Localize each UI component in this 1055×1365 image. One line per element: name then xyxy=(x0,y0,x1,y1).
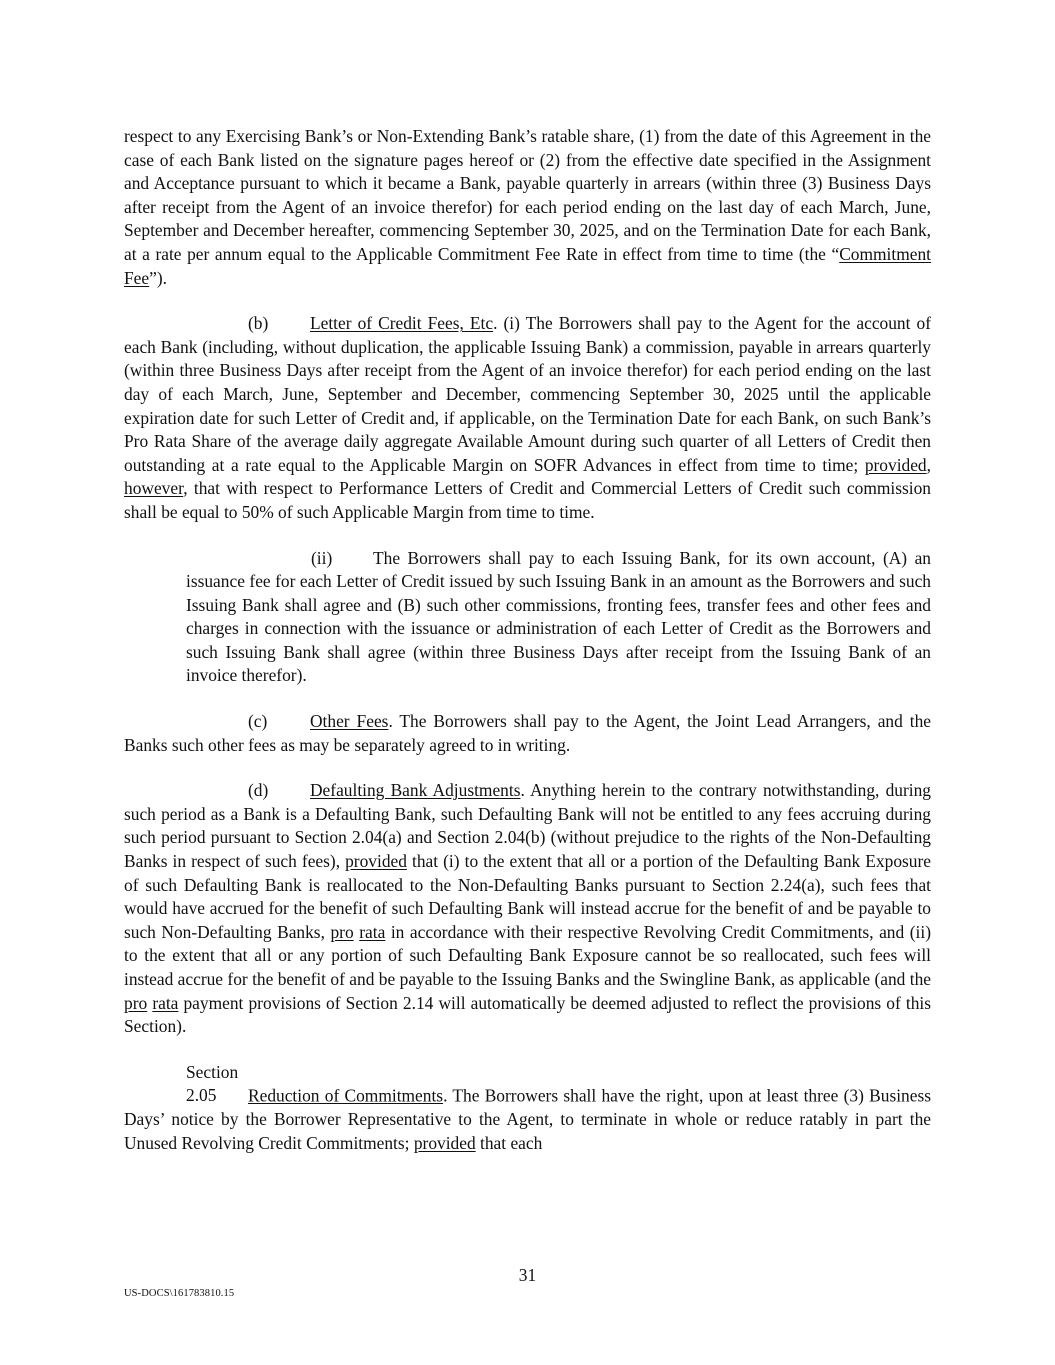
paragraph-text: The Borrowers shall pay to each Issuing Bank, for its own account, (A) an issuance fee for each Letter of Credit issued by such Issuing Bank in an amount as the Borrowers and such Issuing Bank shall agree and (B) such other commissions, fronting fees, transfer fees and other fees and charges in connection with the issuance or administration of each Letter of Credit as the Borrowers and such Issuing Bank shall agree (within three Business Days after receipt from the Issuing Bank of an invoice therefor). xyxy=(186,547,931,686)
paragraph-text: respect to any Exercising Bank’s or Non-Extending Bank’s ratable share, (1) from the date of this Agreement in the case of each Bank listed on the signature pages hereof or (2) from the effective date specified in the Assignment and Acceptance pursuant to which it became a Bank, payable quarterly in arrears (within three (3) Business Days after receipt from the Agent of an invoice therefor) for each period ending on the last day of each March, June, September and December hereafter, commencing September 30, 2025, and on the Termination Date for each Bank, at a rate per annum equal to the Applicable Commitment Fee Rate in effect from time to time (the “ xyxy=(124,126,931,264)
proviso-provided: provided xyxy=(345,851,407,872)
paragraph-text: . Anything herein to the contrary notwithstanding, during such period as a Bank is a Defaulting Bank, such Defaulting Bank will not be entitled to any fees accruing during such period pursuant to Section 2.04(a) and Section 2.04(b) (without prejudice to the rights of the Non-Defaulting Banks in respect of such fees), xyxy=(124,780,932,872)
paragraph-defaulting-bank-adjustments xyxy=(124,779,931,1039)
term-pro: pro xyxy=(330,921,354,942)
proviso-provided: provided xyxy=(864,454,927,475)
paragraph-text: payment provisions of Section 2.14 will automatically be deemed adjusted to reflect the provisions of this Section). xyxy=(124,992,931,1037)
document-body xyxy=(124,125,931,1155)
section-number: Section 2.05 xyxy=(186,1061,239,1106)
paragraph-text: that each xyxy=(475,1132,543,1153)
paragraph-issuing-bank-fees xyxy=(186,547,931,689)
paragraph-text: ”). xyxy=(149,267,167,288)
enumerator-ii: (ii) xyxy=(311,547,333,568)
enumerator-c: (c) xyxy=(248,711,268,732)
heading-letter-of-credit-fees: Letter of Credit Fees, Etc xyxy=(310,313,494,334)
paragraph-text: , that with respect to Performance Letters of Credit and Commercial Letters of Credit such commission shall be equal to 50% of such Applicable Margin from time to time. xyxy=(124,478,931,522)
heading-other-fees: Other Fees xyxy=(310,711,389,732)
enumerator-d: (d) xyxy=(248,780,269,801)
paragraph-letter-of-credit-fees: (b) Letter of Credit Fees, Etc. (i) The Borrowers shall pay to the Agent for the account of each Bank (including, without duplication, the applicable Issuing Bank) a commission, payable in arrears quarterly (within three Business Days after receipt from the Agent of an invoice therefor) for each period ending on the last day of each March, June, September and December, commencing September 30, 2025 until the applicable expiration date for such Letter of Credit and, if applicable, on the Termination Date for each Bank, on such Bank’s Pro Rata Share of the average daily aggregate Available Amount during such quarter of all Letters of Credit then outstanding at a rate equal to the Applicable Margin on SOFR Advances in effect from time to time; provided, however, that with respect to Performance Letters of Credit and Commercial Letters of Credit such commission shall be equal to 50% of such Applicable Margin from time to time. xyxy=(124,313,931,522)
heading-reduction-of-commitments: Reduction of Commitments xyxy=(248,1085,444,1106)
term-rata: rata xyxy=(152,992,179,1013)
paragraph-text: . The Borrowers shall pay to the Agent, the Joint Lead Arrangers, and the Banks such other fees as may be separately agreed to in writing. xyxy=(124,711,931,755)
paragraph-text: in accordance with their respective Revolving Credit Commitments, and (ii) to the extent that all or any portion of such Defaulting Bank Exposure cannot be so reallocated, such fees will instead accrue for the benefit of and be payable to the Issuing Banks and the Swingline Bank, as applicable (and the xyxy=(124,921,932,989)
proviso-provided: provided xyxy=(413,1132,476,1153)
paragraph-commitment-fee-continued xyxy=(124,125,931,290)
term-rata: rata xyxy=(359,921,386,942)
enumerator-b: (b) xyxy=(248,313,269,334)
paragraph-other-fees xyxy=(124,710,931,757)
paragraph-text: that (i) to the extent that all or a portion of the Defaulting Bank Exposure of such Defaulting Bank is reallocated to the Non-Defaulting Banks pursuant to Section 2.24(a), such fees that would have accrued for the benefit of such Defaulting Bank will instead accrue for the benefit of and be payable to such Non-Defaulting Banks, xyxy=(124,851,931,942)
page-number: 31 xyxy=(518,1265,537,1285)
paragraph-text: . (i) The Borrowers shall pay to the Agent for the account of each Bank (including, without duplication, the applicable Issuing Bank) a commission, payable in arrears quarterly (within three Business Days after receipt from the Agent of an invoice therefor) for each period ending on the last day of each March, June, September and December, commencing September 30, 2025 until the applicable expiration date for such Letter of Credit and, if applicable, on the Termination Date for each Bank, on such Bank’s Pro Rata Share of the average daily aggregate Available Amount during such quarter of all Letters of Credit then outstanding at a rate equal to the Applicable Margin on SOFR Advances in effect from time to time; xyxy=(124,313,931,475)
defined-term-commitment-fee: Commitment Fee xyxy=(124,243,931,288)
heading-defaulting-bank-adjustments: Defaulting Bank Adjustments xyxy=(310,780,521,801)
proviso-however: however xyxy=(124,478,184,499)
term-pro: pro xyxy=(124,992,148,1013)
document-id: US-DOCS\161783810.15 xyxy=(124,1288,235,1299)
paragraph-section-2-05 xyxy=(124,1061,931,1155)
paragraph-text: . The Borrowers shall have the right, upon at least three (3) Business Days’ notice by the Borrower Representative to the Agent, to terminate in whole or reduce ratably in part the Unused Revolving Credit Commitments; xyxy=(124,1085,932,1153)
